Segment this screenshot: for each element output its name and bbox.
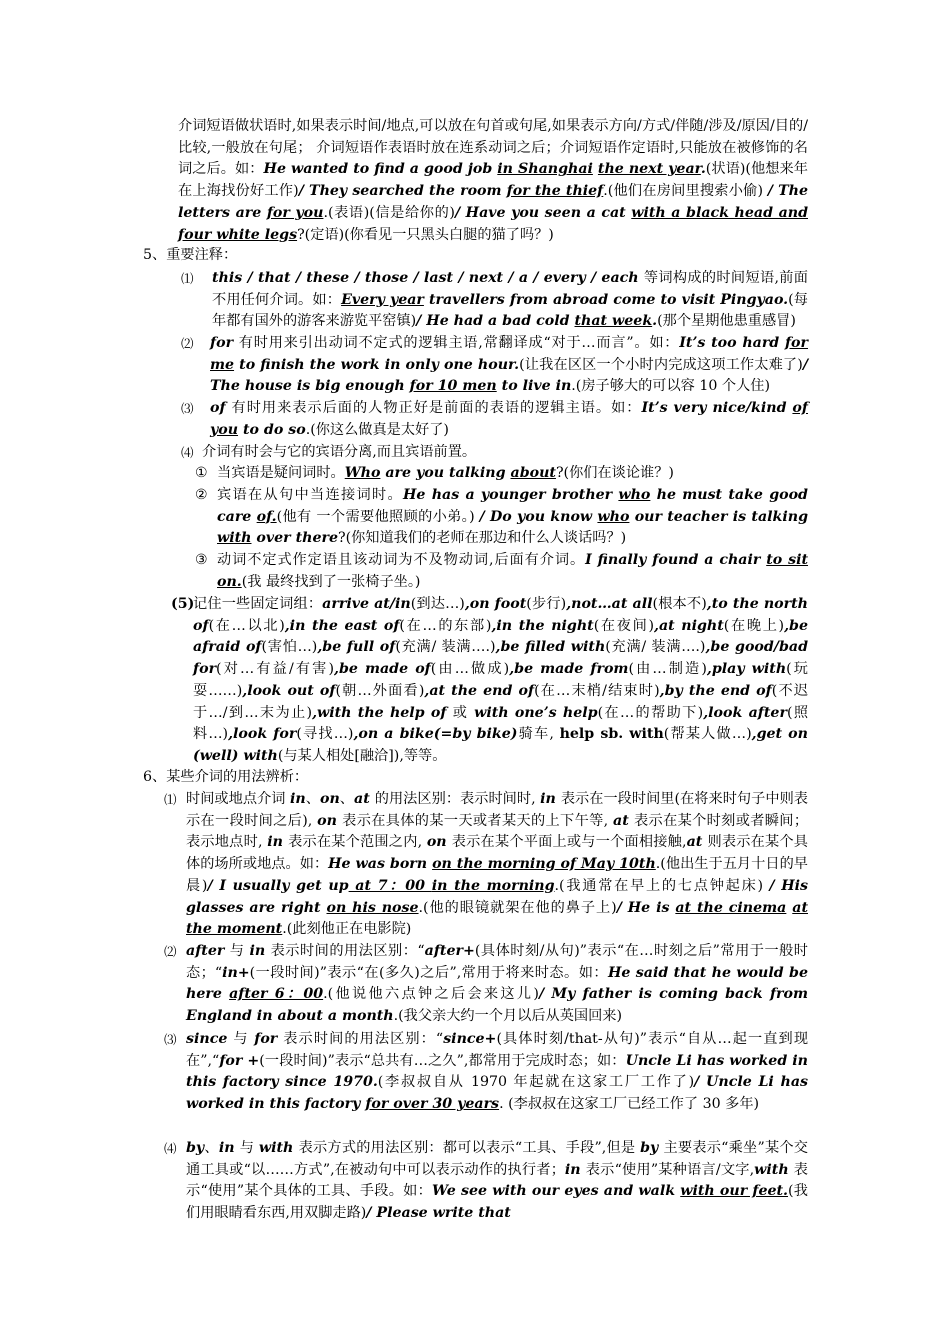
usage-2-number: ⑵	[164, 944, 177, 959]
example-text: / Please write that	[366, 1205, 511, 1222]
text-run: (不迟于…/到…末为止)	[193, 682, 808, 721]
text-run: (根本不)	[652, 596, 707, 612]
example-text: with	[258, 1140, 299, 1156]
text-run: (到达…)	[410, 596, 465, 612]
usage-2-text	[186, 941, 808, 1028]
example-text: .	[700, 161, 706, 178]
example-text: in	[249, 943, 271, 959]
prepositional-phrase: the next year	[597, 161, 701, 178]
prepositional-phrase: who	[597, 508, 630, 525]
case-3-text	[217, 550, 808, 593]
example-text: ,in the night	[491, 617, 594, 634]
example-text: with one’s help	[474, 704, 598, 721]
example-text: ,be full of	[317, 639, 396, 656]
prepositional-phrase: for me	[210, 335, 808, 373]
text-run: .(我父亲大约一个月以后从英国回来)	[393, 1008, 623, 1025]
example-text: on	[317, 812, 343, 829]
section-6-heading: 6、某些介词的用法辨析：	[143, 769, 309, 785]
text-run: 有时用来引出动词不定式的逻辑主语,常翻译成“对于…而言”。如：	[238, 335, 680, 351]
text-run: .(他们在房间里搜索小偷)	[603, 183, 768, 200]
prepositional-phrase: on the morning of May 10th	[432, 856, 656, 873]
text-run: 时间或地点介词	[186, 791, 291, 807]
text-run: ?(定语)(你看见一只黑头白腿的猫了吗？)	[297, 226, 554, 243]
example-text: on	[426, 834, 452, 851]
example-text: this / that / these / those / last / next / a / every / each	[212, 270, 644, 286]
text-run: (由…制造)	[628, 661, 707, 678]
text-run: (照料…)	[193, 704, 809, 743]
text-run: 的用法区别：表示时间时,	[374, 791, 541, 807]
usage-1-text	[186, 789, 808, 941]
example-text: in	[267, 834, 289, 851]
text-run: 表示在某个时刻或者瞬间； 表示地点时,	[186, 812, 809, 851]
example-text: for +	[219, 1052, 260, 1069]
text-run: 表示在一段时间里(在将来时句子中则表示在一段时间之后),	[186, 791, 808, 829]
example-text: ,be good/bad for	[193, 639, 809, 678]
example-text: with	[754, 1161, 794, 1178]
prepositional-phrase: at the cinema	[675, 899, 787, 916]
text-run: 表示方式的用法区别：都可以表示“工具、手段”,但是	[298, 1140, 641, 1156]
text-run: 与	[229, 943, 250, 959]
case-2-number: ②	[195, 487, 208, 503]
prepositional-phrase: in Shanghai	[497, 161, 593, 178]
example-text: ,be afraid of	[193, 617, 808, 656]
note-1-text	[202, 268, 808, 333]
text-run: 当宾语是疑问词时。	[217, 465, 345, 481]
text-run: 表示“使用”某个具体的工具、手段。如：	[186, 1161, 808, 1200]
prepositional-phrase: with our feet.	[680, 1183, 789, 1200]
text-run: 表示时间的用法区别：“	[283, 1031, 444, 1047]
example-text: / They searched the room	[298, 183, 507, 200]
text-run: 骑车,	[517, 726, 560, 743]
example-text: ,to the north of	[193, 596, 808, 634]
example-text: He wanted to find a good job	[263, 161, 498, 178]
text-run: 及/原因/目的/比较,一般放在句尾； 介词短语作表语时放在连系动词之后；介词短语作	[178, 118, 808, 156]
example-text: / The house is big enough	[210, 356, 808, 395]
example-text: at	[613, 812, 635, 829]
example-text: .	[652, 313, 658, 330]
usage-1-number: ⑴	[164, 792, 177, 807]
example-text: / My father is coming back from England in about a month	[186, 986, 808, 1025]
text-run: (帮某人做…)	[663, 726, 752, 743]
example-text: to finish the work in only one hour.	[234, 356, 520, 373]
example-text: ,at night	[654, 617, 724, 634]
text-run: (充满/ 装满….)	[395, 639, 496, 656]
text-run: 定语时,只能放在被修饰的名词之后。如：	[178, 139, 808, 178]
example-text: since	[186, 1031, 234, 1047]
text-run: . (李叔叔在这家工厂已经工作了 30 多年)	[499, 1096, 760, 1113]
text-run: .(他说他六点钟之后会来这儿)	[323, 986, 539, 1003]
text-run: 表示在具体的某一天或者某天的上下午等,	[342, 812, 613, 829]
text-run: 与	[239, 1140, 259, 1156]
example-text: are you talking	[380, 465, 511, 481]
text-run: 动词不定式作定语且该动词为不及物动词,后面有介词。	[217, 552, 586, 568]
prepositional-phrase: in the morning	[431, 877, 555, 894]
case-2-text	[217, 485, 808, 550]
text-run: (朝…外面看)	[335, 682, 425, 699]
text-run: (每年都有国外的游客来游览平窑镇)	[212, 291, 808, 330]
prepositional-phrase: for the thief	[506, 183, 604, 200]
text-run: (充满/ 装满….)	[605, 639, 706, 656]
example-text: over there	[251, 530, 338, 547]
text-run: (李叔叔自从 1970 年起就在这家工厂工作了)	[377, 1074, 695, 1091]
example-text: help sb. with	[559, 726, 664, 743]
example-text: ,look out of	[242, 682, 336, 699]
note-3-number: ⑶	[181, 401, 194, 416]
prepositional-phrase: of you	[210, 400, 808, 438]
text-run: 与	[233, 1031, 255, 1047]
text-run: 宾语在从句中当连接词时。	[217, 487, 404, 503]
text-run: 、	[339, 791, 355, 807]
example-text: / He is	[616, 899, 676, 916]
example-text: ,by the end of	[659, 682, 772, 699]
usage-3-number: ⑶	[164, 1032, 177, 1047]
example-text: ,not…at all	[566, 596, 653, 612]
example-text: / I usually get up	[207, 877, 349, 894]
text-run: ?(你知道我们的老师在那边和什么人谈话吗？)	[337, 530, 627, 547]
usage-3-text	[186, 1029, 808, 1116]
example-text: ,look after	[703, 704, 787, 721]
example-text: ,at the end of	[424, 682, 535, 699]
text-run: (让我在区区一个小时内完成这项工作太难了)	[519, 356, 803, 373]
example-text: / His glasses are right	[186, 877, 808, 916]
text-run: (一段时间)”表示“在(多久)之后”,常用于将来时态。如：	[249, 964, 608, 981]
text-run: (与某人相处[融洽]),等等。	[277, 747, 447, 764]
example-text: of	[210, 400, 232, 416]
example-text: for	[210, 335, 239, 351]
case-1-text	[217, 463, 808, 485]
prepositional-phrase: on his nose	[326, 899, 419, 916]
example-text: / He had a bad cold	[416, 313, 575, 330]
example-text: ,with the help of	[312, 704, 453, 721]
text-run: 、	[305, 791, 320, 807]
text-run: 、	[204, 1140, 219, 1156]
intro-paragraph	[178, 116, 808, 246]
text-run: (状语)(他想来年在上海找份好工作)	[178, 161, 808, 200]
example-text: / Do you know	[479, 508, 598, 525]
text-run: .(房子够大的可以容 10 个人住)	[571, 378, 771, 395]
text-run: 主要表示“乘坐”某个交通工具或“以……方式”,在被动句中可以表示动作的执行者；	[186, 1140, 808, 1178]
text-run: .(此刻他正在电影院)	[282, 921, 412, 938]
example-text: ,get on (well) with	[193, 726, 808, 764]
text-run: 表示在某个范围之内,	[288, 834, 427, 851]
text-run: (在…的东部)	[399, 617, 492, 634]
example-text: on	[320, 791, 340, 807]
text-run: 表示在某个平面上或与一个面相接触,	[451, 834, 687, 851]
text-run: .(表语)(信是给你的)	[323, 204, 455, 221]
example-text: after	[186, 943, 230, 959]
text-run: 表示时间的用法区别：“	[270, 943, 425, 959]
example-text: at	[354, 791, 375, 807]
example-text: by	[640, 1140, 664, 1156]
example-text: by	[186, 1140, 205, 1156]
example-text: travellers from abroad come to visit Pingyao.	[423, 291, 789, 308]
note-2-number: ⑵	[181, 336, 194, 351]
example-text: ,look for	[228, 726, 297, 743]
prepositional-phrase: who	[618, 487, 651, 503]
example-text: in	[218, 1140, 240, 1156]
text-run: (由…做成)	[430, 661, 510, 678]
note-1-number: ⑴	[181, 271, 194, 286]
example-text: in	[290, 791, 306, 807]
prepositional-phrase: with a black head and four white legs	[178, 204, 808, 243]
text-run: 或	[452, 704, 475, 721]
text-run: .(他的眼镜就架在他的鼻子上)	[418, 899, 617, 916]
prepositional-phrase: for you	[266, 204, 324, 221]
example-text: He has a younger brother	[403, 487, 619, 503]
text-run: (寻找…)	[296, 726, 354, 743]
text-run: (一段时间)”表示“总共有…之久”,都常用于完成时态；如：	[259, 1052, 626, 1069]
text-run: (在夜间)	[593, 617, 654, 634]
text-run: 介词短语做状语时,如果表示时间/地点,可以放在句首或句尾,如果表示方向/方式/伴随/涉	[178, 118, 723, 134]
text-run: (步行)	[526, 596, 567, 612]
example-text: He was born	[328, 856, 433, 873]
text-run: (玩耍……)	[193, 661, 808, 699]
text-run: 记住一些固定词组：	[193, 596, 323, 612]
text-run: (在晚上)	[723, 617, 785, 634]
example-text: in	[564, 1161, 586, 1178]
example-text: in	[540, 791, 561, 807]
prepositional-phrase: about	[510, 465, 556, 481]
text-run: 表示“使用”某种语言/文字,	[585, 1161, 755, 1178]
text-run: .(你这么做真是太好了)	[305, 421, 449, 438]
prepositional-phrase: after 6：00	[229, 986, 324, 1003]
example-text: he must take good care	[217, 487, 808, 525]
prepositional-phrase: at the moment	[186, 899, 808, 938]
text-run: (具体时刻/从句)”表示“在…时刻之后”常用于一般时态；“	[186, 943, 808, 981]
text-run: .(他出生于五月十日的早晨)	[186, 856, 808, 894]
prepositional-phrase: for over 30 years	[365, 1096, 500, 1113]
text-run: .(我通常在早上的七点钟起床)	[554, 877, 770, 894]
case-3-number: ③	[195, 552, 208, 568]
prepositional-phrase: with	[217, 530, 252, 547]
text-run: 有时用来表示后面的人物正好是前面的表语的逻辑主语。如：	[231, 400, 642, 416]
prepositional-phrase: to sit on.	[217, 552, 809, 590]
text-run: (在…以北)	[208, 617, 285, 634]
text-run: (对…有益/有害)	[216, 661, 335, 678]
example-text: It’s very nice/kind	[641, 400, 793, 416]
example-text: ,in the east of	[284, 617, 400, 634]
example-text: to live in	[496, 378, 572, 395]
example-text: ,be made from	[509, 661, 629, 678]
example-text: I finally found a chair	[585, 552, 767, 568]
note-3-text	[202, 398, 808, 441]
example-text: arrive at/in	[322, 596, 411, 612]
text-run: 等词构成的时间短语,前面不用任何介词。如：	[212, 270, 808, 308]
example-text: ,on foot	[464, 596, 527, 612]
example-text: ,be made of	[334, 661, 431, 678]
text-run: (我 最终找到了一张椅子坐。)	[241, 573, 421, 590]
example-text: / The letters are	[178, 183, 808, 221]
note-2-text	[202, 333, 808, 398]
prepositional-phrase: that week	[574, 313, 653, 330]
example-text: to do so	[238, 421, 306, 438]
text-run: (害怕…)	[261, 639, 318, 656]
example-text: It’s too hard	[679, 335, 785, 351]
text-run: (具体时刻/that-从句)”表示“自从…起一直到现在”,“	[186, 1031, 809, 1069]
text-run: (他有 一个需要他照顾的小弟。)	[276, 508, 480, 525]
note-5-number: (5)	[171, 596, 195, 612]
example-text: since+	[443, 1031, 497, 1047]
text-run: 则表示在某个具体的场所或地点。如：	[186, 834, 808, 873]
prepositional-phrase: Every year	[341, 291, 424, 308]
text-run: (在…的帮助下)	[597, 704, 704, 721]
prepositional-phrase: at 7：00	[348, 877, 432, 894]
example-text: in+	[222, 964, 250, 981]
example-text: ,on a bike(=by bike)	[353, 726, 518, 743]
example-text: Uncle Li has worked in this factory since 1970.	[186, 1052, 808, 1091]
example-text: ,be filled with	[495, 639, 606, 656]
section-5-heading: 5、重要注释：	[143, 247, 238, 263]
example-text: ,play with	[706, 661, 787, 678]
example-text: after+	[424, 943, 475, 959]
usage-4-text	[186, 1138, 808, 1225]
example-text: our teacher is talking	[629, 508, 808, 525]
prepositional-phrase: of.	[256, 508, 277, 525]
example-text: / Have you seen a cat	[454, 204, 632, 221]
note-5-text	[193, 594, 808, 768]
text-run: (那个星期他患重感冒)	[657, 313, 796, 330]
usage-4-number: ⑷	[164, 1141, 177, 1156]
text-run: ?(你们在谈论谁？)	[555, 465, 674, 481]
text-run: (在…末梢/结束时)	[534, 682, 660, 699]
example-text: at	[686, 834, 708, 851]
case-1-number: ①	[195, 465, 208, 481]
example-text: for	[254, 1031, 284, 1047]
example-text: We see with our eyes and walk	[432, 1183, 681, 1200]
text-run: (我们用眼睛看东西,用双脚走路)	[186, 1183, 808, 1222]
note-4-number: ⑷	[181, 445, 194, 460]
example-text: He said that he would be here	[186, 964, 808, 1003]
prepositional-phrase: Who	[344, 465, 381, 481]
example-text: / Uncle Li has worked in this factory	[186, 1074, 808, 1113]
prepositional-phrase: for 10 men	[409, 378, 497, 395]
note-4-text: 介词有时会与它的宾语分离,而且宾语前置。	[202, 444, 477, 460]
